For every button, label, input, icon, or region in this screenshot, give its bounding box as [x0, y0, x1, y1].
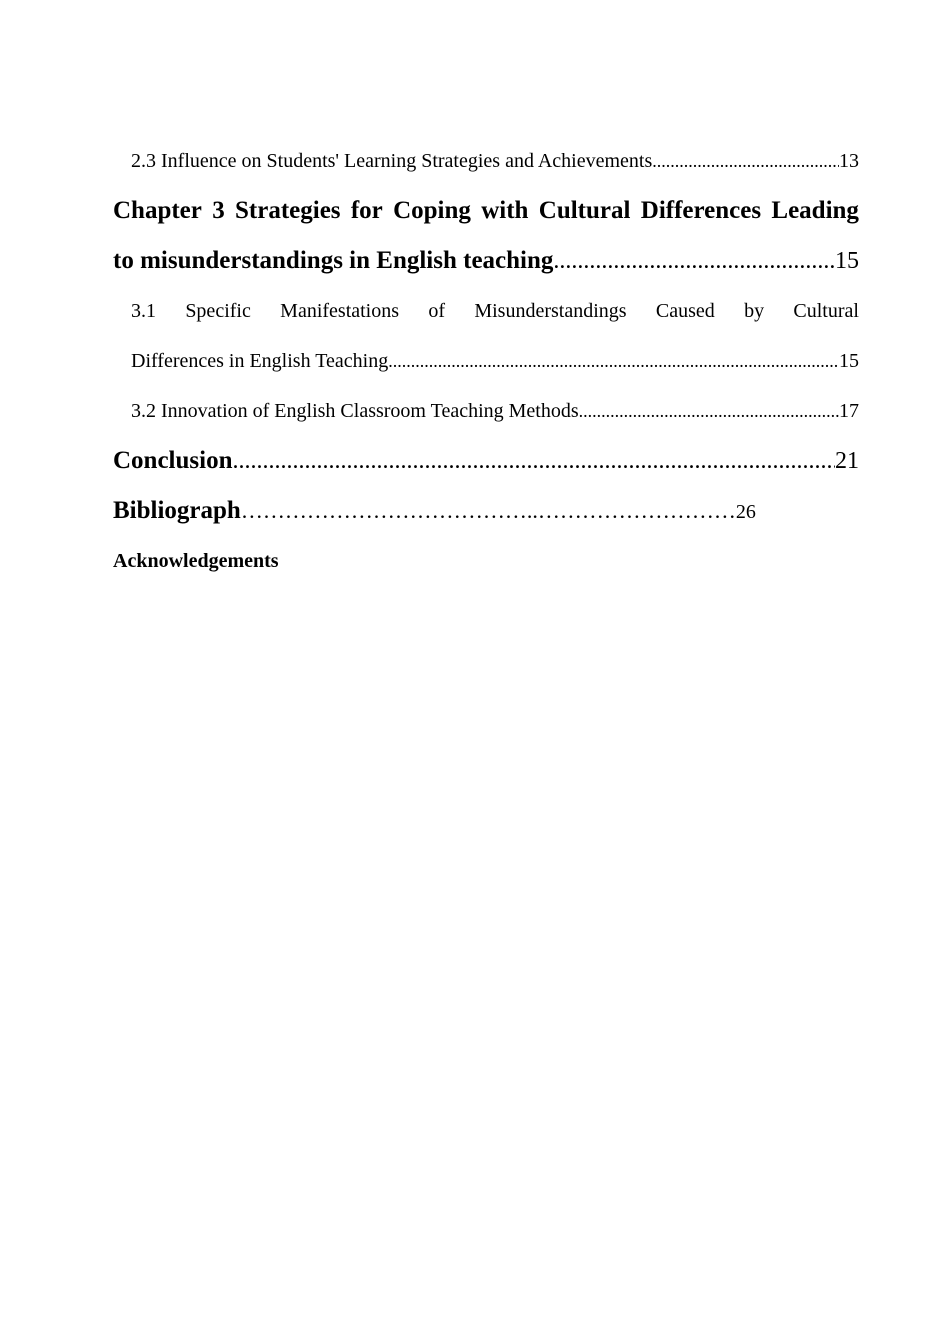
word: Cultural: [793, 300, 859, 322]
dot-leader: [232, 436, 835, 486]
word: for: [350, 197, 383, 224]
toc-entry-bibliography[interactable]: [113, 486, 859, 536]
toc-page-number: 26: [735, 501, 756, 523]
word: Manifestations: [280, 300, 400, 322]
word: with: [481, 197, 529, 224]
toc-entry-label: to misunderstandings in English teaching: [113, 247, 554, 274]
dot-leader: [579, 386, 839, 436]
dot-leader: [241, 486, 736, 536]
word: by: [744, 300, 765, 322]
word: Caused: [655, 300, 715, 322]
toc-entry-2-3[interactable]: [113, 136, 859, 186]
toc-entry-label: 3.2 Innovation of English Classroom Teaching Methods: [131, 400, 579, 422]
toc-page-number: 15: [835, 248, 859, 274]
word: Strategies: [235, 197, 341, 224]
word: Misunderstandings: [474, 300, 627, 322]
toc-page-number: 13: [839, 150, 859, 172]
toc-entry-label: Differences in English Teaching: [131, 350, 389, 372]
entry-3-1-line-1: [131, 286, 859, 336]
toc-entry-3-2[interactable]: [113, 386, 859, 436]
word: Cultural: [538, 197, 631, 224]
word: Specific: [185, 300, 251, 322]
word: Coping: [393, 197, 471, 224]
toc-entry-acknowledgements[interactable]: Acknowledgements: [113, 550, 279, 572]
dot-leader: [553, 236, 835, 286]
toc-entry-chapter-3[interactable]: [113, 186, 859, 286]
toc-entry-label: 2.3 Influence on Students' Learning Strategies and Achievements: [131, 150, 653, 172]
word: of: [428, 300, 446, 322]
entry-3-1-line-2: [131, 336, 859, 386]
word: Leading: [771, 197, 859, 224]
word: 3.1: [131, 300, 156, 322]
table-of-contents: [113, 136, 859, 573]
toc-entry-label: Bibliograph: [113, 497, 241, 524]
chapter-3-title-line-1: [113, 186, 859, 236]
toc-entry-3-1[interactable]: [113, 286, 859, 386]
dot-leader: [652, 136, 839, 186]
chapter-3-title-line-2: [113, 236, 859, 286]
toc-page-number: 17: [839, 400, 859, 422]
word: Differences: [640, 197, 762, 224]
word: 3: [212, 197, 225, 224]
toc-page-number: 15: [839, 350, 859, 372]
toc-page-number: 21: [835, 448, 859, 474]
toc-entry-conclusion[interactable]: [113, 436, 859, 486]
dot-leader: [388, 336, 839, 386]
toc-entry-label: Conclusion: [113, 447, 233, 474]
word: Chapter: [113, 197, 202, 224]
